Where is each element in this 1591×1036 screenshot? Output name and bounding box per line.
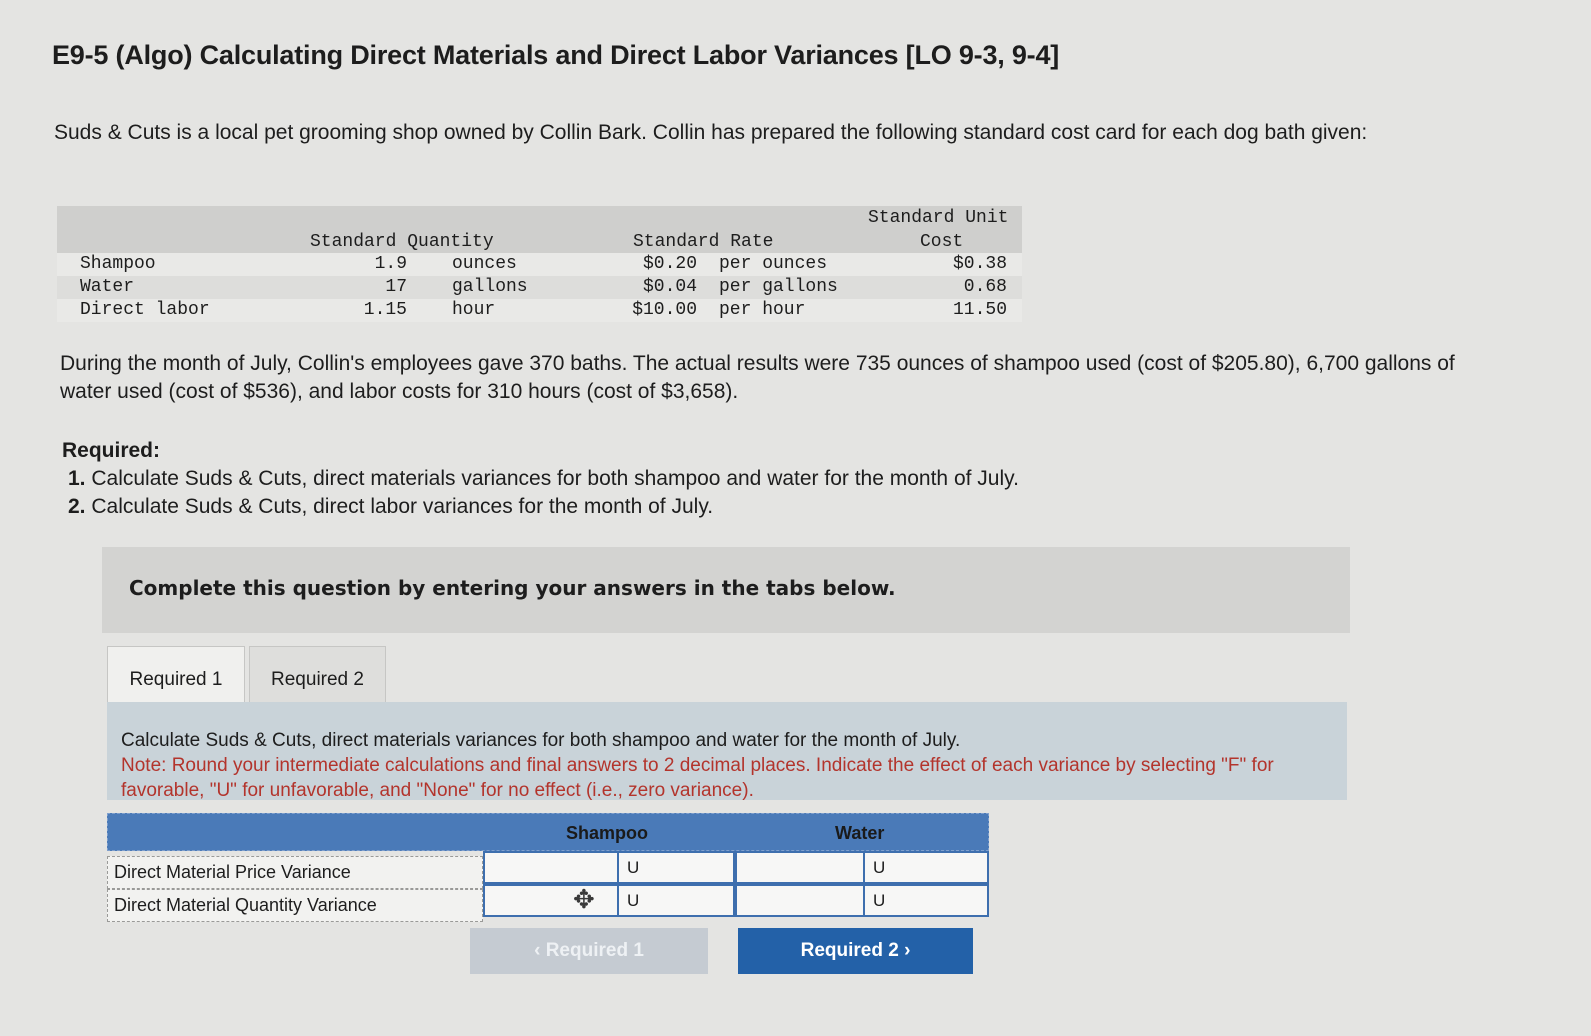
shampoo-quantity-variance-effect-select[interactable]: U [617,884,735,917]
prev-button-label: Required 1 [545,940,644,961]
instruction-line: Calculate Suds & Cuts, direct materials variances for both shampoo and water for the month of July. [121,730,961,751]
required-heading: Required: [62,439,161,462]
cost-card-row-bg [57,253,1022,276]
row-qty: 1.15 [363,300,407,320]
move-cursor-icon: ✥ [573,884,595,914]
row-rate: $0.20 [642,254,697,274]
answer-grid [107,813,989,925]
next-button-label: Required 2 [800,940,899,961]
water-price-variance-effect-select[interactable]: U [863,851,989,884]
column-water: Water [835,823,885,843]
required-item [62,465,1019,493]
row-cost: 11.50 [952,300,1007,320]
required-item-number: 1. [68,467,86,490]
tab-instructions [107,702,1347,800]
row-unit: ounces [452,254,517,274]
required-item [62,493,1019,521]
page-title: E9-5 (Algo) Calculating Direct Materials and Direct Labor Variances [LO 9-3, 9-4] [52,40,1060,70]
shampoo-price-variance-input[interactable] [483,851,619,884]
next-required-2-button[interactable] [738,928,973,974]
row-per: per gallons [719,277,838,297]
required-item-number: 2. [68,495,86,518]
prev-required-1-button[interactable] [470,928,708,974]
row-unit: hour [452,300,496,320]
required-section [62,437,1019,521]
tab-required-1[interactable]: Required 1 [107,646,245,712]
row-cost: 0.68 [963,277,1007,297]
row-qty: 17 [385,277,407,297]
required-item-text: Calculate Suds & Cuts, direct materials variances for both shampoo and water for the month of July. [91,467,1019,490]
water-quantity-variance-input[interactable] [735,884,865,917]
chevron-left-icon: ‹ [534,940,541,961]
row-label-quantity-variance: Direct Material Quantity Variance [107,889,483,922]
row-item: Direct labor [80,300,210,320]
water-quantity-variance-effect-select[interactable]: U [863,884,989,917]
row-item: Water [80,277,135,297]
instruction-banner [102,547,1350,633]
banner-text: Complete this question by entering your answers in the tabs below. [129,576,896,600]
header-standard-quantity: Standard Quantity [310,232,494,252]
column-shampoo: Shampoo [566,823,649,843]
water-price-variance-input[interactable] [735,851,865,884]
chevron-right-icon: › [904,940,911,961]
row-rate: $0.04 [642,277,697,297]
row-qty: 1.9 [374,254,407,274]
header-standard-unit: Standard Unit [868,208,1009,228]
header-cost: Cost [920,232,964,252]
required-item-text: Calculate Suds & Cuts, direct labor variances for the month of July. [91,495,714,518]
shampoo-price-variance-effect-select[interactable]: U [617,851,735,884]
tab-required-2[interactable]: Required 2 [249,646,386,712]
row-per: per ounces [719,254,828,274]
row-label-price-variance: Direct Material Price Variance [107,856,483,889]
shampoo-quantity-variance-input[interactable] [483,884,619,917]
cost-card-row-bg [57,276,1022,299]
actual-results-paragraph: During the month of July, Collin's employees gave 370 baths. The actual results were 735 ounces of shampoo used (cost of $205.80), 6,700 gallons of water used (cost of $536), and labor costs for 310 hours (cost of $3,658). [60,352,1455,403]
standard-cost-card [57,206,1022,324]
instruction-note: Note: Round your intermediate calculations and final answers to 2 decimal places. Indicate the effect of each variance by selecting "F" for favorable, "U" for unfavorable, and "None" for no effect (i.e., zero variance). [121,755,1274,801]
row-unit: gallons [452,277,528,297]
intro-text: Suds & Cuts is a local pet grooming shop owned by Collin Bark. Collin has prepared the following standard cost card for each dog bath given: [54,121,1368,144]
row-item: Shampoo [80,254,156,274]
row-cost: $0.38 [952,254,1007,274]
row-per: per hour [719,300,806,320]
header-standard-rate: Standard Rate [633,232,774,252]
row-rate: $10.00 [632,300,697,320]
